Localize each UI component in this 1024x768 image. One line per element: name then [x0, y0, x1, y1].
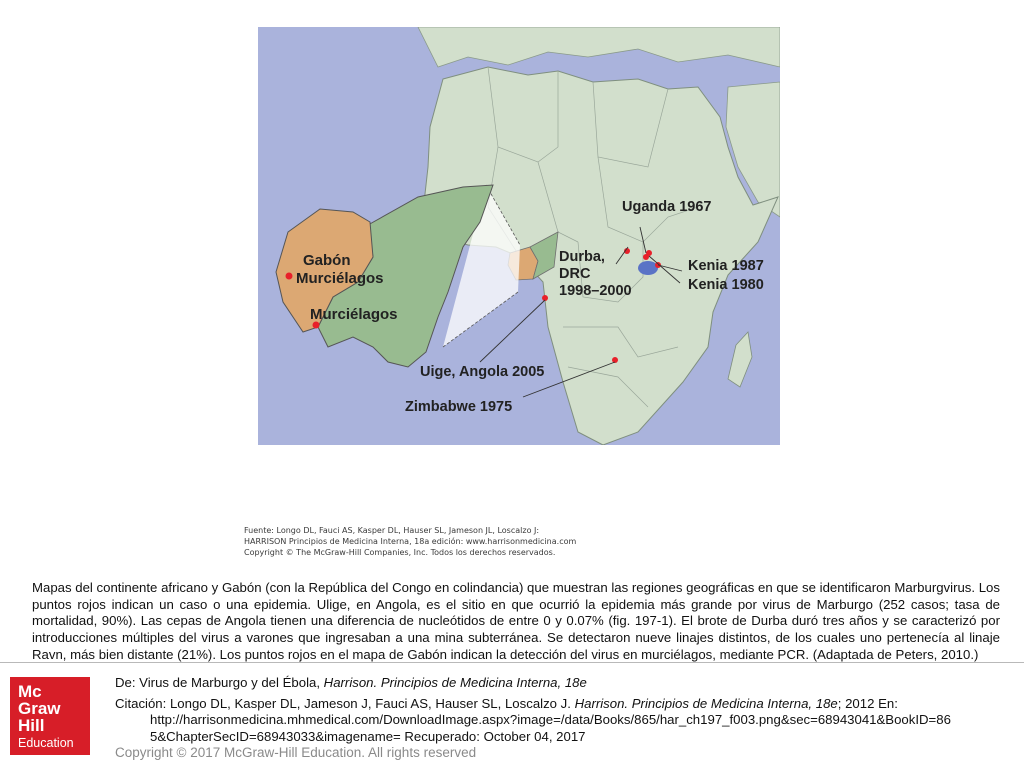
caption-text: Mapas del continente africano y Gabón (con la República del Congo en colindancia) que muestran las regiones geográficas en que se identificaron Marburgvirus. Los puntos rojos indican un caso o una epidemia. Ulige, en Angola, es el sitio en que ocurrió la epidemia más grande por virus de Marburgo (252 casos; tasa de mortalidad, 90%). Las cepas de Angola tienen una diferencia de nucleótidos de entre 0 y 0.07% (fig. 197-1). El brote de Durba duró tres años y se caracterizó por introducciones múltiples del virus a varones que ingresaban a una mina subterránea. Se detectaron nueve linajes distintos, de los cuales uno pertenecía al linaje Ravn, más bien distante (21%). Los puntos rojos en el mapa de Gabón indican la detección del virus en murciélagos, mediante PCR. (Adaptada de Peters, 2010.): [32, 580, 1000, 662]
source-line-1: Fuente: Longo DL, Fauci AS, Kasper DL, Hauser SL, Jameson JL, Loscalzo J:: [244, 526, 540, 535]
label-kenya80: Kenia 1980: [688, 277, 764, 293]
inset-dot-1: [286, 273, 293, 280]
africa-marburg-map: [258, 27, 780, 445]
logo-line-1: Mc: [18, 682, 42, 701]
label-zimbabwe: Zimbabwe 1975: [405, 399, 513, 415]
logo-line-3: Hill: [18, 716, 45, 735]
copyright-notice: Copyright © 2017 McGraw-Hill Education. All rights reserved: [115, 745, 477, 760]
from-title: Harrison. Principios de Medicina Interna, 18e: [323, 675, 587, 690]
figure-caption: [32, 580, 1000, 664]
from-prefix: De: Virus de Marburgo y del Ébola,: [115, 675, 324, 690]
dot-kenya80: [646, 250, 652, 256]
label-bats-2: Murciélagos: [310, 306, 398, 323]
citation-block: [115, 675, 1015, 745]
footer-divider: [0, 662, 1024, 663]
cit-title: Harrison. Principios de Medicina Interna, 18e: [574, 695, 838, 711]
label-durba-3: 1998–2000: [559, 283, 632, 299]
label-durba-1: Durba,: [559, 249, 605, 265]
label-gabon: Gabón: [303, 252, 351, 269]
label-kenya87: Kenia 1987: [688, 258, 764, 274]
label-durba-2: DRC: [559, 266, 591, 282]
citation-url-1[interactable]: http://harrisonmedicina.mhmedical.com/DownloadImage.aspx?image=/data/Books/865/har_ch197_f003.png&sec=68943041&BookID=86: [150, 712, 951, 727]
cit-prefix: Citación: Longo DL, Kasper DL, Jameson J, Fauci AS, Hauser SL, Loscalzo J.: [115, 695, 575, 711]
citation-url-2: 5&ChapterSecID=68943033&imagename= Recuperado: October 04, 2017: [150, 728, 586, 744]
cit-suffix: ; 2012 En:: [837, 695, 898, 711]
source-line-2: HARRISON Principios de Medicina Interna, 18a edición: www.harrisonmedicina.com: [244, 537, 577, 546]
citation-line: [115, 696, 1015, 713]
label-uganda: Uganda 1967: [622, 199, 712, 215]
logo-line-4: Education: [18, 736, 74, 750]
mcgraw-hill-logo: [10, 677, 90, 755]
source-line-3: Copyright © The McGraw-Hill Companies, Inc. Todos los derechos reservados.: [244, 548, 556, 557]
label-uige: Uige, Angola 2005: [420, 364, 545, 380]
figure-source: [244, 525, 664, 558]
logo-line-2: Graw: [18, 699, 61, 718]
lake-victoria: [638, 261, 658, 275]
label-bats-1: Murciélagos: [296, 270, 384, 287]
citation-from: [115, 675, 1015, 692]
